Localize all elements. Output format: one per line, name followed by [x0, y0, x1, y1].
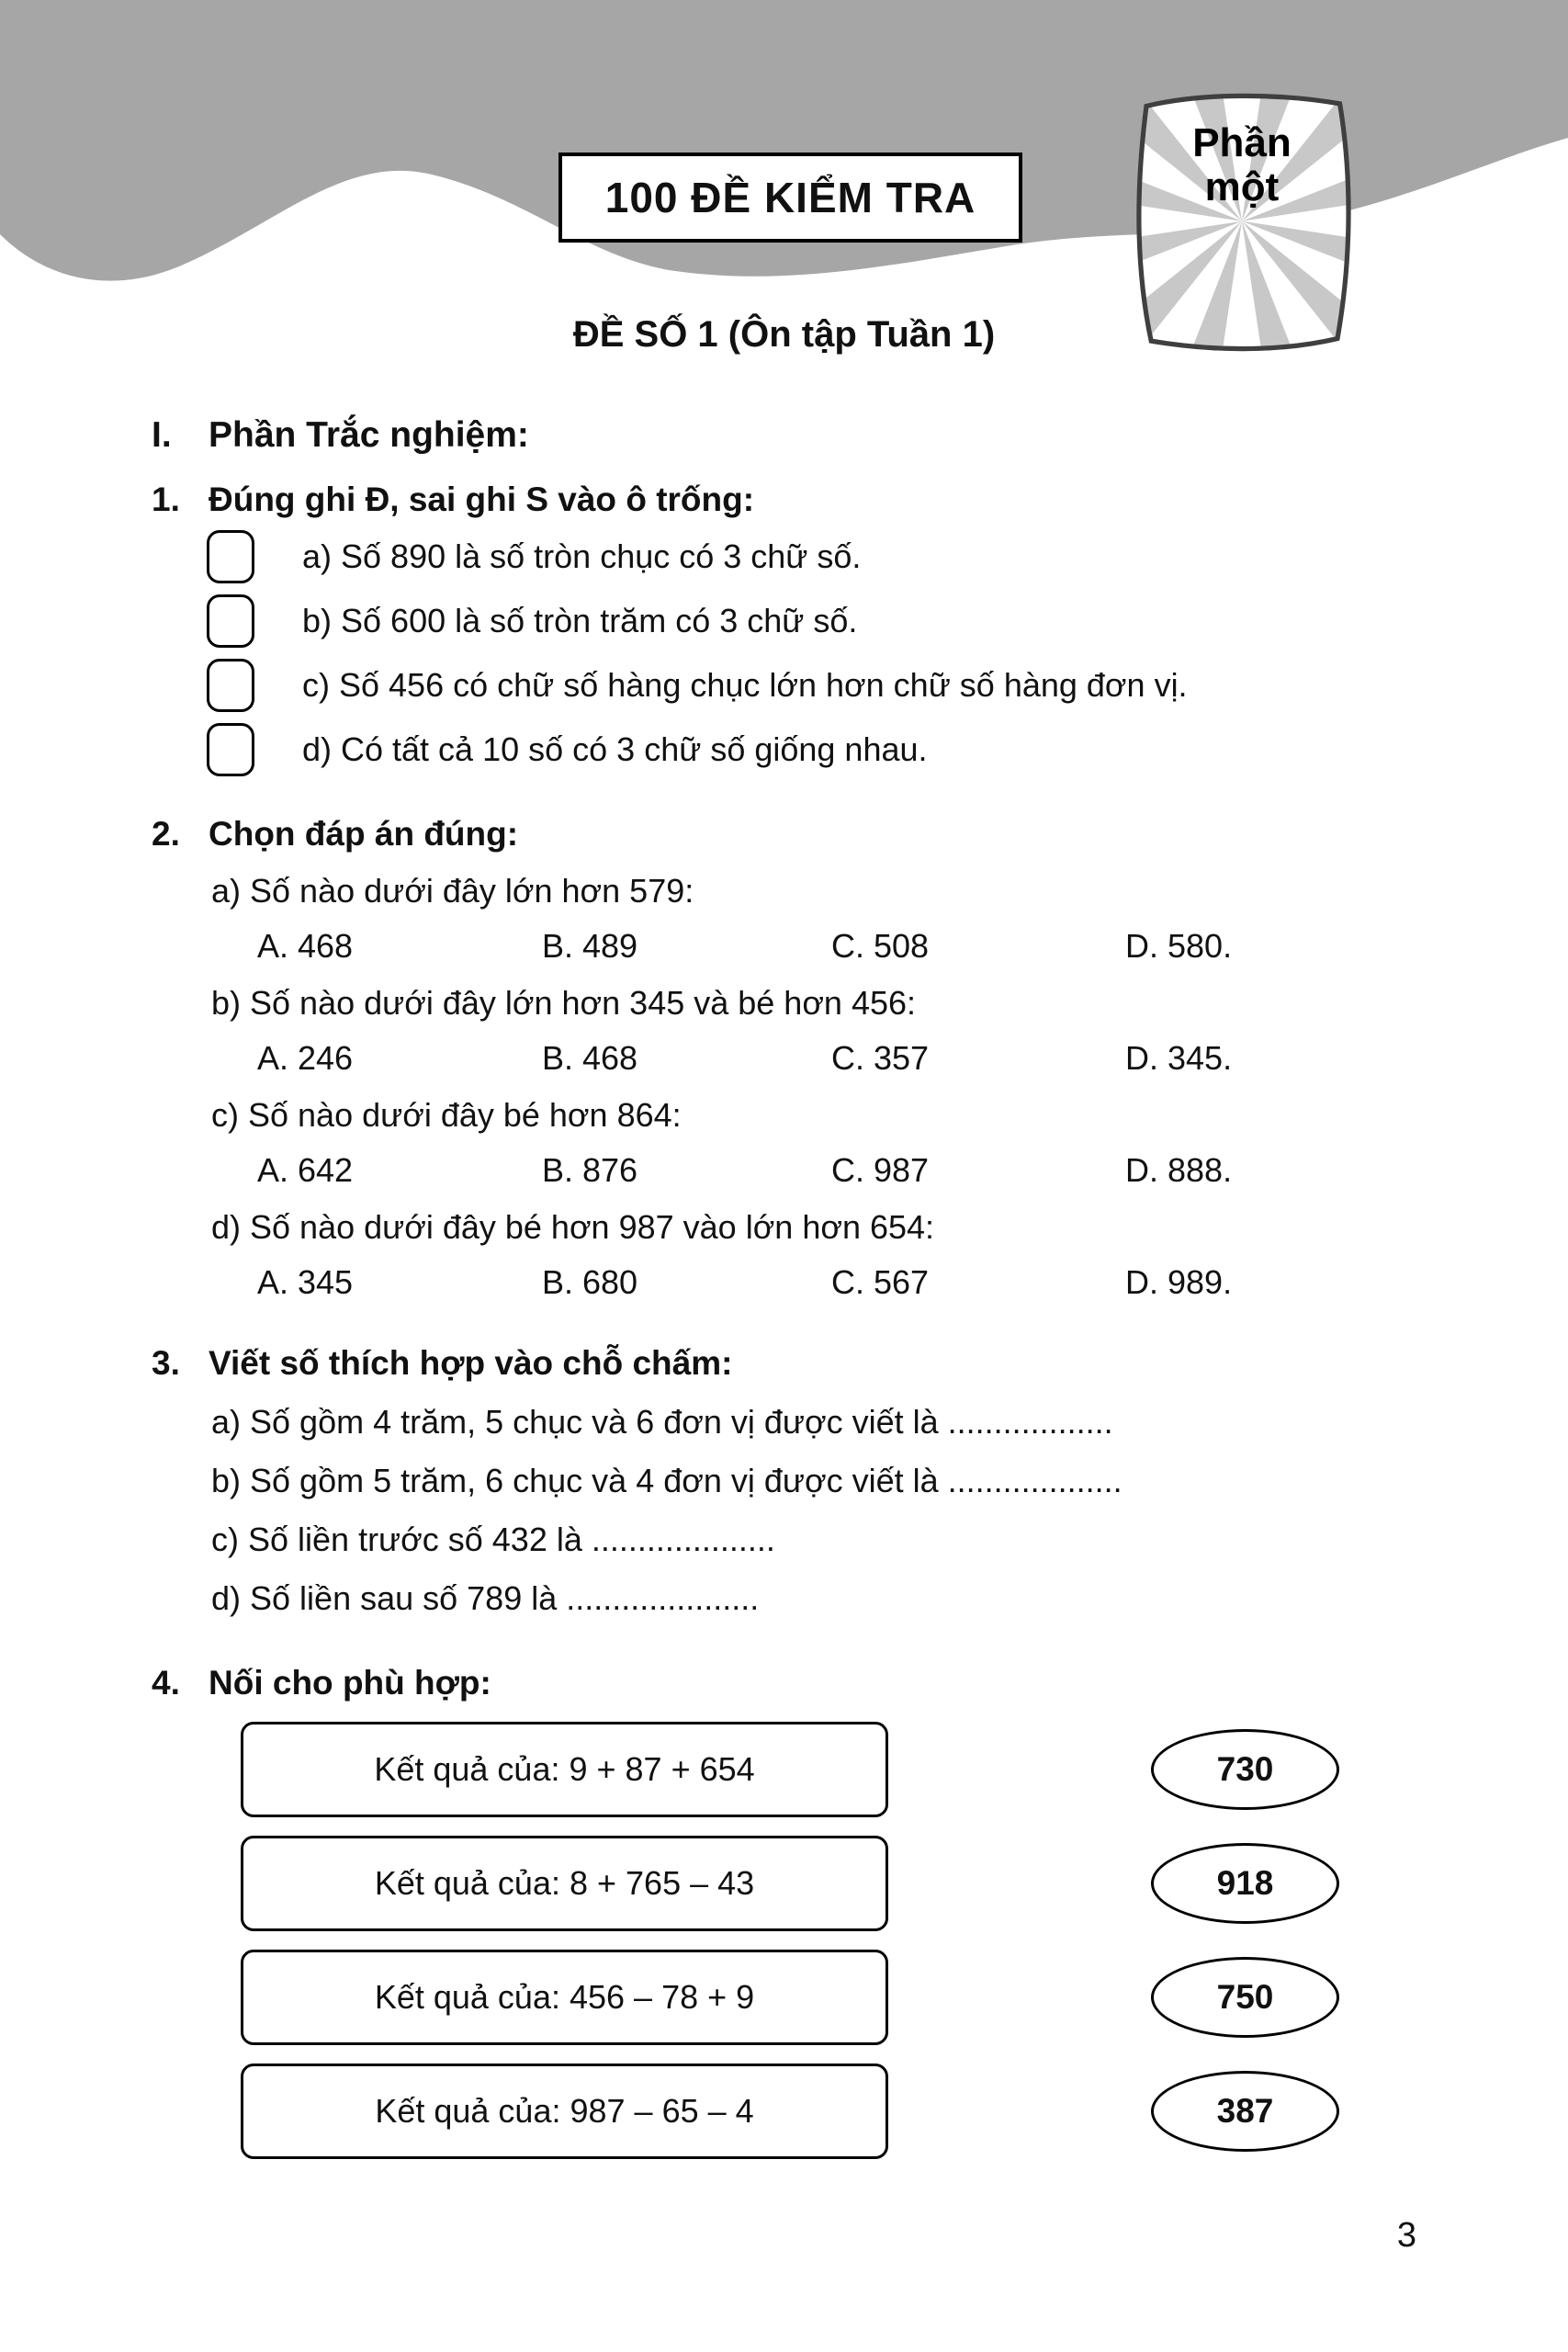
question-4-title: Nối cho phù hợp: — [209, 1664, 491, 1702]
option-c[interactable]: C. 567 — [831, 1263, 930, 1301]
statement-a: a) Số 890 là số tròn chục có 3 chữ số. — [302, 537, 862, 575]
result-oval-3[interactable] — [1151, 1957, 1339, 2038]
result-value: 918 — [1216, 1864, 1274, 1902]
section-numeral: I. — [152, 415, 172, 455]
true-false-row-a — [207, 529, 1442, 584]
book-title-box — [558, 153, 1022, 243]
question-2a-prompt: a) Số nào dưới đây lớn hơn 579: — [211, 872, 694, 910]
result-value: 730 — [1216, 1750, 1274, 1788]
match-row-3 — [152, 1950, 1442, 2045]
option-a[interactable]: A. 468 — [257, 927, 354, 965]
option-b[interactable]: B. 489 — [542, 927, 638, 965]
question-1-number: 1. — [152, 481, 180, 518]
worksheet-content — [152, 404, 1442, 2159]
question-2d-prompt: d) Số nào dưới đây bé hơn 987 vào lớn hơn 654: — [211, 1208, 935, 1246]
expression-box-2[interactable] — [241, 1836, 888, 1931]
option-c[interactable]: C. 987 — [831, 1151, 930, 1189]
statement-b: b) Số 600 là số tròn trăm có 3 chữ số. — [302, 602, 858, 639]
statement-d: d) Có tất cả 10 số có 3 chữ số giống nhau. — [302, 730, 928, 768]
fill-blank-b: b) Số gồm 5 trăm, 6 chục và 4 đơn vị được viết là ................... — [211, 1462, 1122, 1499]
page-number: 3 — [1396, 2216, 1416, 2255]
match-row-2 — [152, 1836, 1442, 1931]
option-d[interactable]: D. 989. — [1125, 1263, 1233, 1301]
expression-text: Kết quả của: 9 + 87 + 654 — [374, 1750, 755, 1788]
answer-checkbox-b[interactable] — [207, 594, 254, 648]
badge-line2: một — [1204, 164, 1280, 209]
true-false-row-d — [207, 722, 1442, 777]
fill-blank-d: d) Số liền sau số 789 là ..................... — [211, 1579, 760, 1617]
option-c[interactable]: C. 508 — [831, 927, 930, 965]
option-a[interactable]: A. 345 — [257, 1263, 354, 1301]
book-title: 100 ĐỀ KIỂM TRA — [604, 174, 976, 221]
option-c[interactable]: C. 357 — [831, 1039, 930, 1077]
question-2b-prompt: b) Số nào dưới đây lớn hơn 345 và bé hơn 456: — [211, 984, 917, 1022]
question-2-number: 2. — [152, 815, 180, 853]
option-a[interactable]: A. 246 — [257, 1039, 354, 1077]
badge-line1: Phần — [1192, 120, 1292, 165]
result-value: 387 — [1216, 2092, 1274, 2130]
option-d[interactable]: D. 345. — [1125, 1039, 1233, 1077]
answer-checkbox-d[interactable] — [207, 723, 254, 776]
expression-box-4[interactable] — [241, 2064, 888, 2159]
question-2a-options — [257, 926, 1442, 967]
result-oval-4[interactable] — [1151, 2071, 1339, 2152]
question-2-title: Chọn đáp án đúng: — [209, 815, 519, 853]
true-false-row-c — [207, 658, 1442, 713]
match-row-4 — [152, 2064, 1442, 2159]
statement-c: c) Số 456 có chữ số hàng chục lớn hơn chữ số hàng đơn vị. — [302, 666, 1188, 704]
fill-blank-c: c) Số liền trước số 432 là .................... — [211, 1521, 775, 1558]
option-d[interactable]: D. 888. — [1125, 1151, 1233, 1189]
question-3-heading — [152, 1343, 1442, 1384]
question-2c-options — [257, 1150, 1442, 1191]
option-b[interactable]: B. 680 — [542, 1263, 638, 1301]
question-2d-options — [257, 1262, 1442, 1303]
question-2c-prompt: c) Số nào dưới đây bé hơn 864: — [211, 1096, 682, 1134]
expression-text: Kết quả của: 8 + 765 – 43 — [374, 1864, 755, 1902]
true-false-row-b — [207, 594, 1442, 649]
question-2-heading — [152, 814, 1442, 854]
answer-checkbox-a[interactable] — [207, 530, 254, 583]
result-oval-1[interactable] — [1151, 1729, 1339, 1810]
option-d[interactable]: D. 580. — [1125, 927, 1233, 965]
question-3-number: 3. — [152, 1344, 180, 1382]
option-a[interactable]: A. 642 — [257, 1151, 354, 1189]
question-4-number: 4. — [152, 1664, 180, 1702]
result-value: 750 — [1216, 1978, 1274, 2016]
match-row-1 — [152, 1722, 1442, 1817]
question-2b-options — [257, 1038, 1442, 1079]
fill-blank-a: a) Số gồm 4 trăm, 5 chục và 6 đơn vị được viết là .................. — [211, 1403, 1113, 1441]
option-b[interactable]: B. 876 — [542, 1151, 638, 1189]
answer-checkbox-c[interactable] — [207, 659, 254, 712]
expression-text: Kết quả của: 456 – 78 + 9 — [374, 1978, 755, 2016]
result-oval-2[interactable] — [1151, 1843, 1339, 1924]
test-title: ĐỀ SỐ 1 (Ôn tập Tuần 1) — [572, 314, 996, 355]
question-1-heading — [152, 480, 1442, 520]
badge-text — [1122, 121, 1361, 209]
expression-text: Kết quả của: 987 – 65 – 4 — [375, 2092, 754, 2130]
expression-box-1[interactable] — [241, 1722, 888, 1817]
question-4-heading — [152, 1663, 1442, 1703]
section-title: Phần Trắc nghiệm: — [209, 415, 529, 455]
question-3-title: Viết số thích hợp vào chỗ chấm: — [209, 1344, 733, 1382]
expression-box-3[interactable] — [241, 1950, 888, 2045]
question-1-title: Đúng ghi Đ, sai ghi S vào ô trống: — [209, 481, 755, 518]
option-b[interactable]: B. 468 — [542, 1039, 638, 1077]
section-heading — [152, 415, 1442, 456]
